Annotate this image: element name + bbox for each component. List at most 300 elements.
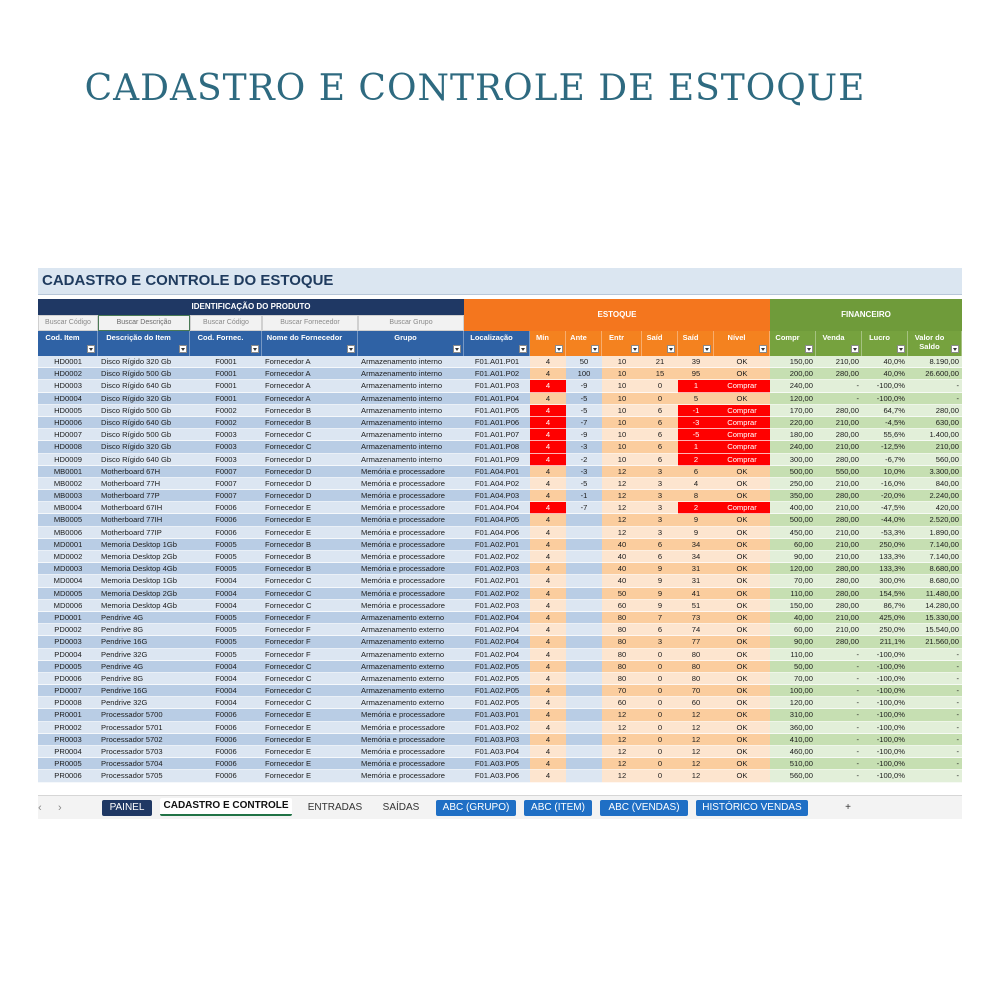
cell-saldo[interactable]: 80 — [678, 673, 714, 685]
cell-localizacao[interactable]: F01.A02.P02 — [464, 588, 530, 600]
cell-valor-saldo[interactable]: 840,00 — [908, 478, 962, 490]
cell-anterior[interactable] — [566, 575, 602, 587]
cell-cod-item[interactable]: HD0006 — [38, 417, 98, 429]
cell-localizacao[interactable]: F01.A03.P03 — [464, 734, 530, 746]
cell-minimo[interactable]: 4 — [530, 368, 566, 380]
cell-descricao[interactable]: Disco Rígido 320 Gb — [98, 441, 190, 453]
cell-lucro[interactable]: -100,0% — [862, 685, 908, 697]
tab-scroll-right-icon[interactable]: › — [58, 802, 62, 814]
cell-valor-saldo[interactable]: 2.240,00 — [908, 490, 962, 502]
cell-anterior[interactable]: -3 — [566, 441, 602, 453]
cell-compra[interactable]: 240,00 — [770, 441, 816, 453]
cell-minimo[interactable]: 4 — [530, 758, 566, 770]
search-field-1[interactable]: Buscar Descrição — [98, 315, 190, 331]
cell-cod-item[interactable]: MB0002 — [38, 478, 98, 490]
table-row[interactable] — [38, 770, 962, 782]
cell-descricao[interactable]: Disco Rígido 640 Gb — [98, 454, 190, 466]
cell-venda[interactable]: - — [816, 393, 862, 405]
cell-nome-fornecedor[interactable]: Fornecedor E — [262, 502, 358, 514]
cell-compra[interactable]: 510,00 — [770, 758, 816, 770]
cell-venda[interactable]: - — [816, 380, 862, 392]
cell-saldo[interactable]: 39 — [678, 356, 714, 368]
cell-minimo[interactable]: 4 — [530, 478, 566, 490]
cell-cod-fornecedor[interactable]: F0007 — [190, 466, 262, 478]
cell-anterior[interactable] — [566, 709, 602, 721]
cell-entradas[interactable]: 80 — [602, 624, 642, 636]
cell-compra[interactable]: 90,00 — [770, 551, 816, 563]
cell-cod-item[interactable]: MD0003 — [38, 563, 98, 575]
cell-anterior[interactable] — [566, 685, 602, 697]
cell-lucro[interactable]: 250,0% — [862, 539, 908, 551]
cell-saldo[interactable]: 8 — [678, 490, 714, 502]
cell-valor-saldo[interactable]: 8.190,00 — [908, 356, 962, 368]
cell-minimo[interactable]: 4 — [530, 673, 566, 685]
cell-venda[interactable]: 210,00 — [816, 502, 862, 514]
cell-minimo[interactable]: 4 — [530, 709, 566, 721]
cell-saidas[interactable]: 0 — [642, 649, 678, 661]
cell-compra[interactable]: 100,00 — [770, 685, 816, 697]
cell-cod-item[interactable]: PD0001 — [38, 612, 98, 624]
cell-grupo[interactable]: Memória e processadore — [358, 514, 464, 526]
cell-minimo[interactable]: 4 — [530, 649, 566, 661]
cell-anterior[interactable]: -9 — [566, 429, 602, 441]
table-row[interactable] — [38, 380, 962, 392]
cell-nome-fornecedor[interactable]: Fornecedor D — [262, 478, 358, 490]
cell-lucro[interactable]: -100,0% — [862, 393, 908, 405]
cell-minimo[interactable]: 4 — [530, 429, 566, 441]
cell-valor-saldo[interactable]: - — [908, 770, 962, 782]
cell-saidas[interactable]: 6 — [642, 551, 678, 563]
cell-saidas[interactable]: 0 — [642, 685, 678, 697]
cell-compra[interactable]: 120,00 — [770, 563, 816, 575]
cell-saldo[interactable]: 2 — [678, 502, 714, 514]
cell-cod-item[interactable]: MD0006 — [38, 600, 98, 612]
cell-localizacao[interactable]: F01.A03.P05 — [464, 758, 530, 770]
cell-cod-item[interactable]: HD0007 — [38, 429, 98, 441]
cell-cod-fornecedor[interactable]: F0005 — [190, 624, 262, 636]
cell-cod-item[interactable]: PR0003 — [38, 734, 98, 746]
cell-compra[interactable]: 500,00 — [770, 466, 816, 478]
table-row[interactable] — [38, 429, 962, 441]
cell-cod-item[interactable]: PR0006 — [38, 770, 98, 782]
cell-valor-saldo[interactable]: - — [908, 709, 962, 721]
cell-valor-saldo[interactable]: 2.520,00 — [908, 514, 962, 526]
cell-minimo[interactable]: 4 — [530, 600, 566, 612]
cell-saidas[interactable]: 6 — [642, 539, 678, 551]
cell-localizacao[interactable]: F01.A04.P05 — [464, 514, 530, 526]
cell-descricao[interactable]: Pendrive 32G — [98, 697, 190, 709]
cell-descricao[interactable]: Disco Rígido 320 Gb — [98, 393, 190, 405]
cell-entradas[interactable]: 80 — [602, 649, 642, 661]
table-row[interactable] — [38, 393, 962, 405]
cell-valor-saldo[interactable]: - — [908, 758, 962, 770]
sheet-tab[interactable]: ABC (VENDAS) — [600, 800, 688, 816]
cell-lucro[interactable]: -100,0% — [862, 734, 908, 746]
cell-anterior[interactable]: -5 — [566, 405, 602, 417]
table-row[interactable] — [38, 575, 962, 587]
cell-entradas[interactable]: 80 — [602, 661, 642, 673]
cell-compra[interactable]: 120,00 — [770, 393, 816, 405]
cell-descricao[interactable]: Disco Rígido 500 Gb — [98, 405, 190, 417]
cell-lucro[interactable]: -100,0% — [862, 380, 908, 392]
cell-entradas[interactable]: 80 — [602, 673, 642, 685]
cell-valor-saldo[interactable]: 630,00 — [908, 417, 962, 429]
cell-compra[interactable]: 400,00 — [770, 502, 816, 514]
cell-nome-fornecedor[interactable]: Fornecedor B — [262, 551, 358, 563]
cell-compra[interactable]: 300,00 — [770, 454, 816, 466]
cell-saldo[interactable]: 31 — [678, 575, 714, 587]
cell-saidas[interactable]: 9 — [642, 588, 678, 600]
cell-cod-item[interactable]: PD0003 — [38, 636, 98, 648]
cell-saidas[interactable]: 3 — [642, 466, 678, 478]
cell-entradas[interactable]: 60 — [602, 600, 642, 612]
cell-minimo[interactable]: 4 — [530, 612, 566, 624]
cell-nome-fornecedor[interactable]: Fornecedor C — [262, 697, 358, 709]
cell-compra[interactable]: 310,00 — [770, 709, 816, 721]
cell-lucro[interactable]: 211,1% — [862, 636, 908, 648]
cell-nivel[interactable]: Comprar — [714, 454, 770, 466]
cell-anterior[interactable] — [566, 539, 602, 551]
cell-venda[interactable]: 550,00 — [816, 466, 862, 478]
sheet-tab[interactable]: CADASTRO E CONTROLE — [160, 798, 292, 816]
cell-cod-item[interactable]: PD0006 — [38, 673, 98, 685]
search-field-0[interactable]: Buscar Código — [38, 315, 98, 331]
cell-entradas[interactable]: 12 — [602, 722, 642, 734]
cell-anterior[interactable]: -3 — [566, 466, 602, 478]
cell-localizacao[interactable]: F01.A02.P04 — [464, 636, 530, 648]
cell-valor-saldo[interactable]: 560,00 — [908, 454, 962, 466]
cell-venda[interactable]: 210,00 — [816, 478, 862, 490]
cell-nivel[interactable]: OK — [714, 746, 770, 758]
table-row[interactable] — [38, 417, 962, 429]
cell-minimo[interactable]: 4 — [530, 746, 566, 758]
cell-grupo[interactable]: Armazenamento externo — [358, 624, 464, 636]
cell-lucro[interactable]: -100,0% — [862, 709, 908, 721]
cell-nome-fornecedor[interactable]: Fornecedor E — [262, 722, 358, 734]
cell-entradas[interactable]: 10 — [602, 356, 642, 368]
cell-nome-fornecedor[interactable]: Fornecedor C — [262, 673, 358, 685]
cell-cod-fornecedor[interactable]: F0003 — [190, 441, 262, 453]
cell-cod-item[interactable]: HD0002 — [38, 368, 98, 380]
cell-descricao[interactable]: Pendrive 8G — [98, 673, 190, 685]
cell-saidas[interactable]: 9 — [642, 563, 678, 575]
cell-cod-item[interactable]: MD0001 — [38, 539, 98, 551]
cell-anterior[interactable] — [566, 746, 602, 758]
cell-venda[interactable]: 280,00 — [816, 514, 862, 526]
cell-cod-item[interactable]: MB0001 — [38, 466, 98, 478]
cell-localizacao[interactable]: F01.A03.P02 — [464, 722, 530, 734]
cell-saldo[interactable]: 77 — [678, 636, 714, 648]
cell-anterior[interactable] — [566, 758, 602, 770]
cell-entradas[interactable]: 10 — [602, 441, 642, 453]
cell-compra[interactable]: 60,00 — [770, 539, 816, 551]
cell-compra[interactable]: 60,00 — [770, 624, 816, 636]
cell-cod-fornecedor[interactable]: F0002 — [190, 417, 262, 429]
cell-grupo[interactable]: Memória e processadore — [358, 600, 464, 612]
cell-nivel[interactable]: OK — [714, 758, 770, 770]
cell-nivel[interactable]: OK — [714, 612, 770, 624]
cell-valor-saldo[interactable]: - — [908, 673, 962, 685]
cell-entradas[interactable]: 12 — [602, 709, 642, 721]
cell-lucro[interactable]: -100,0% — [862, 722, 908, 734]
cell-nivel[interactable]: OK — [714, 514, 770, 526]
cell-anterior[interactable] — [566, 649, 602, 661]
cell-localizacao[interactable]: F01.A02.P05 — [464, 673, 530, 685]
cell-saidas[interactable]: 0 — [642, 697, 678, 709]
cell-minimo[interactable]: 4 — [530, 527, 566, 539]
table-row[interactable] — [38, 624, 962, 636]
cell-localizacao[interactable]: F01.A04.P01 — [464, 466, 530, 478]
cell-cod-fornecedor[interactable]: F0006 — [190, 770, 262, 782]
cell-nivel[interactable]: OK — [714, 356, 770, 368]
cell-venda[interactable]: - — [816, 758, 862, 770]
table-row[interactable] — [38, 490, 962, 502]
cell-cod-fornecedor[interactable]: F0004 — [190, 575, 262, 587]
cell-venda[interactable]: 210,00 — [816, 417, 862, 429]
cell-grupo[interactable]: Memória e processadore — [358, 770, 464, 782]
cell-nome-fornecedor[interactable]: Fornecedor E — [262, 514, 358, 526]
cell-venda[interactable]: 210,00 — [816, 539, 862, 551]
cell-descricao[interactable]: Processador 5702 — [98, 734, 190, 746]
cell-anterior[interactable] — [566, 624, 602, 636]
cell-cod-fornecedor[interactable]: F0005 — [190, 612, 262, 624]
table-row[interactable] — [38, 649, 962, 661]
cell-compra[interactable]: 250,00 — [770, 478, 816, 490]
cell-valor-saldo[interactable]: 8.680,00 — [908, 575, 962, 587]
cell-descricao[interactable]: Disco Rígido 500 Gb — [98, 429, 190, 441]
filter-dropdown-icon[interactable] — [805, 345, 813, 353]
cell-descricao[interactable]: Motherboard 77IP — [98, 527, 190, 539]
cell-valor-saldo[interactable]: - — [908, 685, 962, 697]
cell-localizacao[interactable]: F01.A02.P05 — [464, 685, 530, 697]
cell-nivel[interactable]: OK — [714, 575, 770, 587]
cell-descricao[interactable]: Disco Rígido 640 Gb — [98, 380, 190, 392]
cell-saidas[interactable]: 0 — [642, 770, 678, 782]
cell-compra[interactable]: 360,00 — [770, 722, 816, 734]
cell-cod-fornecedor[interactable]: F0006 — [190, 722, 262, 734]
table-row[interactable] — [38, 709, 962, 721]
cell-localizacao[interactable]: F01.A02.P02 — [464, 551, 530, 563]
cell-anterior[interactable]: -5 — [566, 478, 602, 490]
cell-grupo[interactable]: Memória e processadore — [358, 527, 464, 539]
cell-lucro[interactable]: 40,0% — [862, 356, 908, 368]
cell-descricao[interactable]: Pendrive 4G — [98, 612, 190, 624]
cell-minimo[interactable]: 4 — [530, 405, 566, 417]
cell-grupo[interactable]: Armazenamento externo — [358, 636, 464, 648]
table-row[interactable] — [38, 612, 962, 624]
cell-saldo[interactable]: 51 — [678, 600, 714, 612]
filter-dropdown-icon[interactable] — [667, 345, 675, 353]
cell-saldo[interactable]: 41 — [678, 588, 714, 600]
cell-entradas[interactable]: 12 — [602, 746, 642, 758]
cell-nivel[interactable]: OK — [714, 661, 770, 673]
table-row[interactable] — [38, 588, 962, 600]
cell-nome-fornecedor[interactable]: Fornecedor B — [262, 539, 358, 551]
cell-saidas[interactable]: 3 — [642, 514, 678, 526]
cell-nome-fornecedor[interactable]: Fornecedor B — [262, 563, 358, 575]
cell-nivel[interactable]: OK — [714, 551, 770, 563]
cell-descricao[interactable]: Pendrive 4G — [98, 661, 190, 673]
cell-lucro[interactable]: 300,0% — [862, 575, 908, 587]
cell-venda[interactable]: - — [816, 770, 862, 782]
cell-saldo[interactable]: 12 — [678, 709, 714, 721]
table-row[interactable] — [38, 600, 962, 612]
cell-valor-saldo[interactable]: 3.300,00 — [908, 466, 962, 478]
cell-valor-saldo[interactable]: - — [908, 746, 962, 758]
cell-descricao[interactable]: Motherboard 77IH — [98, 514, 190, 526]
cell-saldo[interactable]: 12 — [678, 734, 714, 746]
cell-compra[interactable]: 40,00 — [770, 612, 816, 624]
cell-nivel[interactable]: OK — [714, 539, 770, 551]
cell-descricao[interactable]: Motherboard 67IH — [98, 502, 190, 514]
cell-lucro[interactable]: -47,5% — [862, 502, 908, 514]
cell-anterior[interactable] — [566, 563, 602, 575]
cell-compra[interactable]: 150,00 — [770, 600, 816, 612]
cell-saldo[interactable]: 2 — [678, 454, 714, 466]
cell-nivel[interactable]: Comprar — [714, 417, 770, 429]
cell-saldo[interactable]: 70 — [678, 685, 714, 697]
cell-grupo[interactable]: Armazenamento interno — [358, 429, 464, 441]
cell-nome-fornecedor[interactable]: Fornecedor C — [262, 661, 358, 673]
cell-nivel[interactable]: OK — [714, 563, 770, 575]
cell-compra[interactable]: 410,00 — [770, 734, 816, 746]
cell-valor-saldo[interactable]: 15.540,00 — [908, 624, 962, 636]
cell-cod-fornecedor[interactable]: F0005 — [190, 649, 262, 661]
cell-descricao[interactable]: Memoria Desktop 2Gb — [98, 551, 190, 563]
table-row[interactable] — [38, 551, 962, 563]
cell-lucro[interactable]: 250,0% — [862, 624, 908, 636]
cell-saidas[interactable]: 0 — [642, 758, 678, 770]
cell-entradas[interactable]: 70 — [602, 685, 642, 697]
table-row[interactable] — [38, 673, 962, 685]
cell-nome-fornecedor[interactable]: Fornecedor A — [262, 356, 358, 368]
cell-saidas[interactable]: 3 — [642, 478, 678, 490]
cell-saldo[interactable]: 6 — [678, 466, 714, 478]
cell-venda[interactable]: - — [816, 685, 862, 697]
cell-saidas[interactable]: 6 — [642, 454, 678, 466]
table-row[interactable] — [38, 563, 962, 575]
cell-cod-fornecedor[interactable]: F0005 — [190, 551, 262, 563]
cell-localizacao[interactable]: F01.A01.P07 — [464, 429, 530, 441]
cell-lucro[interactable]: 425,0% — [862, 612, 908, 624]
cell-venda[interactable]: 280,00 — [816, 636, 862, 648]
cell-nome-fornecedor[interactable]: Fornecedor E — [262, 709, 358, 721]
cell-entradas[interactable]: 12 — [602, 478, 642, 490]
cell-nivel[interactable]: Comprar — [714, 429, 770, 441]
cell-cod-fornecedor[interactable]: F0006 — [190, 734, 262, 746]
cell-venda[interactable]: 280,00 — [816, 588, 862, 600]
cell-venda[interactable]: 210,00 — [816, 551, 862, 563]
cell-cod-fornecedor[interactable]: F0007 — [190, 478, 262, 490]
table-row[interactable] — [38, 405, 962, 417]
cell-entradas[interactable]: 10 — [602, 368, 642, 380]
filter-dropdown-icon[interactable] — [87, 345, 95, 353]
cell-valor-saldo[interactable]: 420,00 — [908, 502, 962, 514]
cell-valor-saldo[interactable]: 7.140,00 — [908, 539, 962, 551]
cell-venda[interactable]: - — [816, 649, 862, 661]
cell-saldo[interactable]: 12 — [678, 758, 714, 770]
cell-anterior[interactable] — [566, 514, 602, 526]
cell-venda[interactable]: 280,00 — [816, 368, 862, 380]
cell-cod-item[interactable]: PD0005 — [38, 661, 98, 673]
cell-saidas[interactable]: 3 — [642, 490, 678, 502]
cell-anterior[interactable] — [566, 612, 602, 624]
cell-minimo[interactable]: 4 — [530, 356, 566, 368]
cell-nome-fornecedor[interactable]: Fornecedor F — [262, 624, 358, 636]
cell-saldo[interactable]: 1 — [678, 441, 714, 453]
cell-grupo[interactable]: Memória e processadore — [358, 539, 464, 551]
cell-descricao[interactable]: Memoria Desktop 4Gb — [98, 600, 190, 612]
cell-saidas[interactable]: 3 — [642, 502, 678, 514]
cell-descricao[interactable]: Motherboard 67H — [98, 466, 190, 478]
table-row[interactable] — [38, 454, 962, 466]
cell-cod-item[interactable]: MD0005 — [38, 588, 98, 600]
cell-saldo[interactable]: -3 — [678, 417, 714, 429]
cell-nivel[interactable]: OK — [714, 624, 770, 636]
cell-saidas[interactable]: 0 — [642, 734, 678, 746]
cell-venda[interactable]: - — [816, 734, 862, 746]
cell-cod-fornecedor[interactable]: F0004 — [190, 588, 262, 600]
cell-cod-item[interactable]: HD0004 — [38, 393, 98, 405]
cell-cod-item[interactable]: PD0008 — [38, 697, 98, 709]
sheet-tab[interactable]: HISTÓRICO VENDAS — [696, 800, 808, 816]
cell-venda[interactable]: - — [816, 673, 862, 685]
cell-nivel[interactable]: OK — [714, 697, 770, 709]
cell-venda[interactable]: - — [816, 746, 862, 758]
cell-anterior[interactable]: -1 — [566, 490, 602, 502]
cell-nome-fornecedor[interactable]: Fornecedor D — [262, 490, 358, 502]
cell-minimo[interactable]: 4 — [530, 393, 566, 405]
cell-localizacao[interactable]: F01.A01.P01 — [464, 356, 530, 368]
filter-dropdown-icon[interactable] — [759, 345, 767, 353]
cell-minimo[interactable]: 4 — [530, 685, 566, 697]
sheet-tab[interactable]: ABC (GRUPO) — [436, 800, 516, 816]
cell-saidas[interactable]: 0 — [642, 709, 678, 721]
cell-minimo[interactable]: 4 — [530, 539, 566, 551]
cell-nivel[interactable]: OK — [714, 527, 770, 539]
cell-nivel[interactable]: OK — [714, 636, 770, 648]
cell-grupo[interactable]: Memória e processadore — [358, 551, 464, 563]
cell-saidas[interactable]: 3 — [642, 527, 678, 539]
cell-nivel[interactable]: OK — [714, 588, 770, 600]
cell-localizacao[interactable]: F01.A04.P04 — [464, 502, 530, 514]
cell-grupo[interactable]: Memória e processadore — [358, 734, 464, 746]
cell-grupo[interactable]: Armazenamento interno — [358, 368, 464, 380]
cell-entradas[interactable]: 12 — [602, 770, 642, 782]
cell-grupo[interactable]: Armazenamento interno — [358, 454, 464, 466]
cell-nivel[interactable]: OK — [714, 393, 770, 405]
cell-cod-item[interactable]: PR0001 — [38, 709, 98, 721]
cell-nivel[interactable]: OK — [714, 649, 770, 661]
cell-venda[interactable]: 210,00 — [816, 441, 862, 453]
search-field-2[interactable]: Buscar Código — [190, 315, 262, 331]
cell-nivel[interactable]: OK — [714, 600, 770, 612]
cell-nivel[interactable]: OK — [714, 478, 770, 490]
cell-valor-saldo[interactable]: 11.480,00 — [908, 588, 962, 600]
cell-nivel[interactable]: OK — [714, 673, 770, 685]
cell-nivel[interactable]: OK — [714, 770, 770, 782]
cell-saldo[interactable]: 12 — [678, 746, 714, 758]
cell-cod-item[interactable]: MB0006 — [38, 527, 98, 539]
cell-localizacao[interactable]: F01.A04.P02 — [464, 478, 530, 490]
table-row[interactable] — [38, 478, 962, 490]
cell-cod-fornecedor[interactable]: F0005 — [190, 563, 262, 575]
cell-nome-fornecedor[interactable]: Fornecedor C — [262, 575, 358, 587]
cell-cod-fornecedor[interactable]: F0004 — [190, 697, 262, 709]
cell-cod-item[interactable]: PR0004 — [38, 746, 98, 758]
cell-anterior[interactable]: 100 — [566, 368, 602, 380]
cell-saldo[interactable]: 4 — [678, 478, 714, 490]
